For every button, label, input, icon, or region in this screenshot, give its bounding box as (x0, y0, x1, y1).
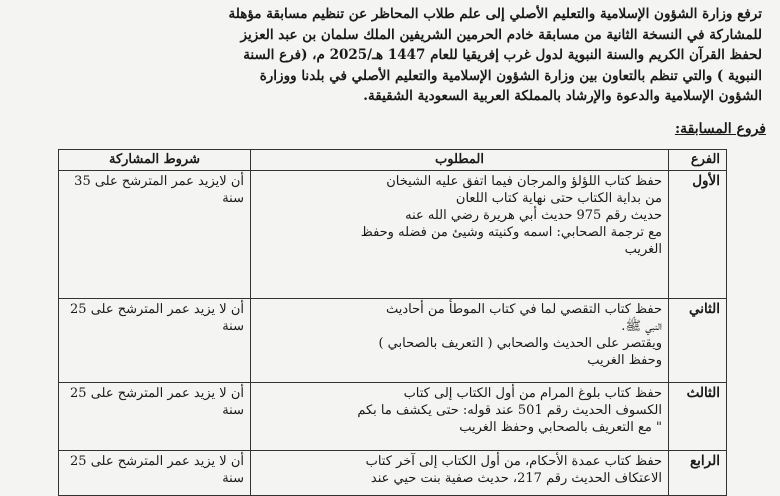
requirement-cell (251, 171, 669, 299)
requirement-line: وحفظ الغريب (587, 353, 662, 368)
intro-line: للمشاركة في النسخة الثانية من مسابقة خادم الحرمين الشريفين الملك سلمان بن عبد العزيز (240, 26, 762, 43)
header-requirement: المطلوب (251, 150, 669, 171)
header-conditions: شروط المشاركة (59, 150, 251, 171)
table-header-row (59, 150, 727, 171)
intro-paragraph (112, 4, 762, 107)
requirement-line: حديث رقم 975 حديث أبي هريرة رضي الله عنه (405, 208, 662, 223)
requirement-line: حفظ كتاب التقصي لما في كتاب الموطأ من أحاديث (385, 302, 662, 317)
section-title: فروع المسابقة: (674, 121, 766, 137)
intro-line: ترفع وزارة الشؤون الإسلامية والتعليم الأصلي إلى علم طلاب المحاظر عن تنظيم مسابقة مؤهلة (228, 6, 762, 22)
table-row (59, 299, 727, 383)
requirement-cell (251, 299, 669, 383)
branch-cell: الثاني (669, 299, 727, 383)
intro-line: النبوية ) والتي تنظم بالتعاون بين وزارة الشؤون الإسلامية والتعليم الأصلي في بلدنا ووزارة (259, 67, 762, 84)
branches-table (58, 149, 727, 496)
table-row (59, 383, 727, 451)
requirement-cell (251, 383, 669, 451)
requirement-line: حفظ كتاب اللؤلؤ والمرجان فيما اتفق عليه الشيخان (386, 174, 662, 189)
intro-line: الشؤون الإسلامية والدعوة والإرشاد بالمملكة العربية السعودية الشقيقة. (363, 88, 762, 104)
branch-cell: الثالث (669, 383, 727, 451)
requirement-line: مع ترجمة الصحابي: اسمه وكنيته وشيئ من فضله وحفظ (360, 225, 662, 240)
condition-cell: أن لا يزيد عمر المترشح على 25 سنة (59, 383, 251, 451)
requirement-cell (251, 451, 669, 496)
requirement-line: ويقتصر على الحديث والصحابي ( التعريف بالصحابي ) (378, 336, 662, 351)
condition-cell: أن لا يزيد عمر المترشح على 25 سنة (59, 299, 251, 383)
branch-cell: الرابع (669, 451, 727, 496)
requirement-line: " مع التعريف بالصحابي وحفظ الغريب (459, 420, 662, 435)
condition-cell: أن لا يزيد عمر المترشح على 25 سنة (59, 451, 251, 496)
requirement-line: الاعتكاف الحديث رقم 217، حديث صفية بنت حيي عند (370, 471, 662, 486)
requirement-line: الغريب (624, 242, 662, 257)
intro-line: لحفظ القرآن الكريم والسنة النبوية لدول غرب إفريقيا للعام 1447 هـ/2025 م، (فرع السنة (243, 47, 762, 63)
table-row (59, 171, 727, 299)
requirement-line: النبي ﷺ. (621, 319, 662, 334)
requirement-line: الكسوف الحديث رقم 501 عند قوله: حتى يكشف ما بكم (357, 403, 662, 418)
branch-cell: الأول (669, 171, 727, 299)
table-row (59, 451, 727, 496)
header-branch: الفرع (669, 150, 727, 171)
requirement-line: حفظ كتاب بلوغ المرام من أول الكتاب إلى كتاب (403, 386, 662, 401)
requirement-line: حفظ كتاب عمدة الأحكام، من أول الكتاب إلى آخر كتاب (365, 454, 662, 469)
condition-cell: أن لايزيد عمر المترشح على 35 سنة (59, 171, 251, 299)
requirement-line: من بداية الكتاب حتى نهاية كتاب اللعان (455, 191, 662, 206)
